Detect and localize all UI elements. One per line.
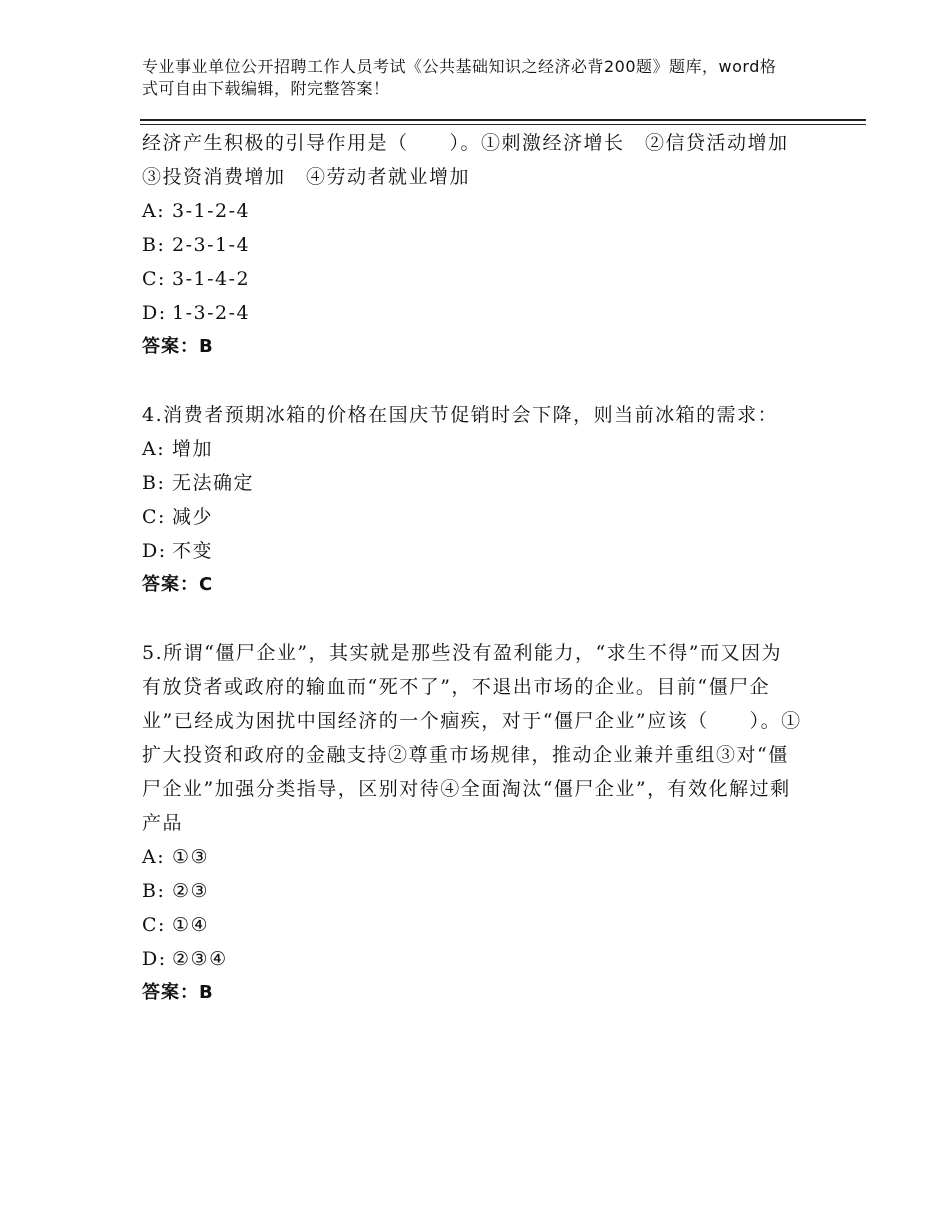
option-text: ①④ [172, 914, 210, 936]
question-4-option-a [142, 432, 802, 466]
question-4-option-b [142, 466, 802, 500]
spacer [142, 364, 802, 398]
option-text: 减少 [172, 506, 214, 528]
question-4-option-d [142, 534, 802, 568]
question-3-option-c [142, 262, 802, 296]
option-text: 2-3-1-4 [172, 234, 251, 256]
question-5-text: 5.所谓“僵尸企业”，其实就是那些没有盈利能力，“求生不得”而又因为有放贷者或政府的输血而“死不了”，不退出市场的企业。目前“僵尸企业”已经成为困扰中国经济的一个痼疾，对于“僵尸企业”应该（ ）。①扩大投资和政府的金融支持②尊重市场规律，推动企业兼并重组③对“僵尸企业”加强分类指导，区别对待④全面淘汰“僵尸企业”，有效化解过剩产品 [142, 642, 802, 834]
header-text: 专业事业单位公开招聘工作人员考试《公共基础知识之经济必背200题》题库，word格式可自由下载编辑，附完整答案！ [142, 57, 777, 98]
header-divider-thick [140, 119, 866, 121]
question-3-answer: 答案：B [142, 336, 214, 357]
option-text: ②③④ [172, 948, 228, 970]
option-text: 1-3-2-4 [172, 302, 251, 324]
question-5 [142, 636, 802, 1010]
question-5-option-b [142, 874, 802, 908]
option-letter: A: [142, 846, 166, 868]
question-5-option-c [142, 908, 802, 942]
option-text: ①③ [172, 846, 210, 868]
option-letter: C: [142, 506, 166, 528]
option-text: 3-1-4-2 [172, 268, 251, 290]
document-header [142, 56, 782, 100]
option-letter: B: [142, 234, 166, 256]
option-letter: C: [142, 268, 166, 290]
question-list [142, 126, 810, 1010]
question-3-option-d [142, 296, 802, 330]
option-letter: C: [142, 914, 166, 936]
option-letter: D: [142, 540, 167, 562]
spacer [142, 602, 802, 636]
option-letter: A: [142, 200, 166, 222]
question-4 [142, 398, 802, 602]
option-letter: A: [142, 438, 166, 460]
question-4-text: 4.消费者预期冰箱的价格在国庆节促销时会下降，则当前冰箱的需求： [142, 404, 779, 426]
option-text: 3-1-2-4 [172, 200, 251, 222]
question-4-option-c [142, 500, 802, 534]
option-letter: B: [142, 880, 166, 902]
option-text: ②③ [172, 880, 210, 902]
option-letter: D: [142, 302, 167, 324]
option-text: 不变 [172, 540, 214, 562]
option-text: 增加 [172, 438, 214, 460]
question-3 [142, 126, 810, 364]
option-text: 无法确定 [172, 472, 255, 494]
question-3-text: 经济产生积极的引导作用是（ ）。①刺激经济增长 ②信贷活动增加 ③投资消费增加 ④劳动者就业增加 [142, 132, 810, 188]
question-3-option-b [142, 228, 802, 262]
question-5-option-a [142, 840, 802, 874]
question-5-option-d [142, 942, 802, 976]
option-letter: B: [142, 472, 166, 494]
question-5-answer: 答案：B [142, 982, 214, 1003]
question-3-option-a [142, 194, 802, 228]
option-letter: D: [142, 948, 167, 970]
question-4-answer: 答案：C [142, 574, 214, 595]
header-divider-thin [140, 124, 866, 125]
